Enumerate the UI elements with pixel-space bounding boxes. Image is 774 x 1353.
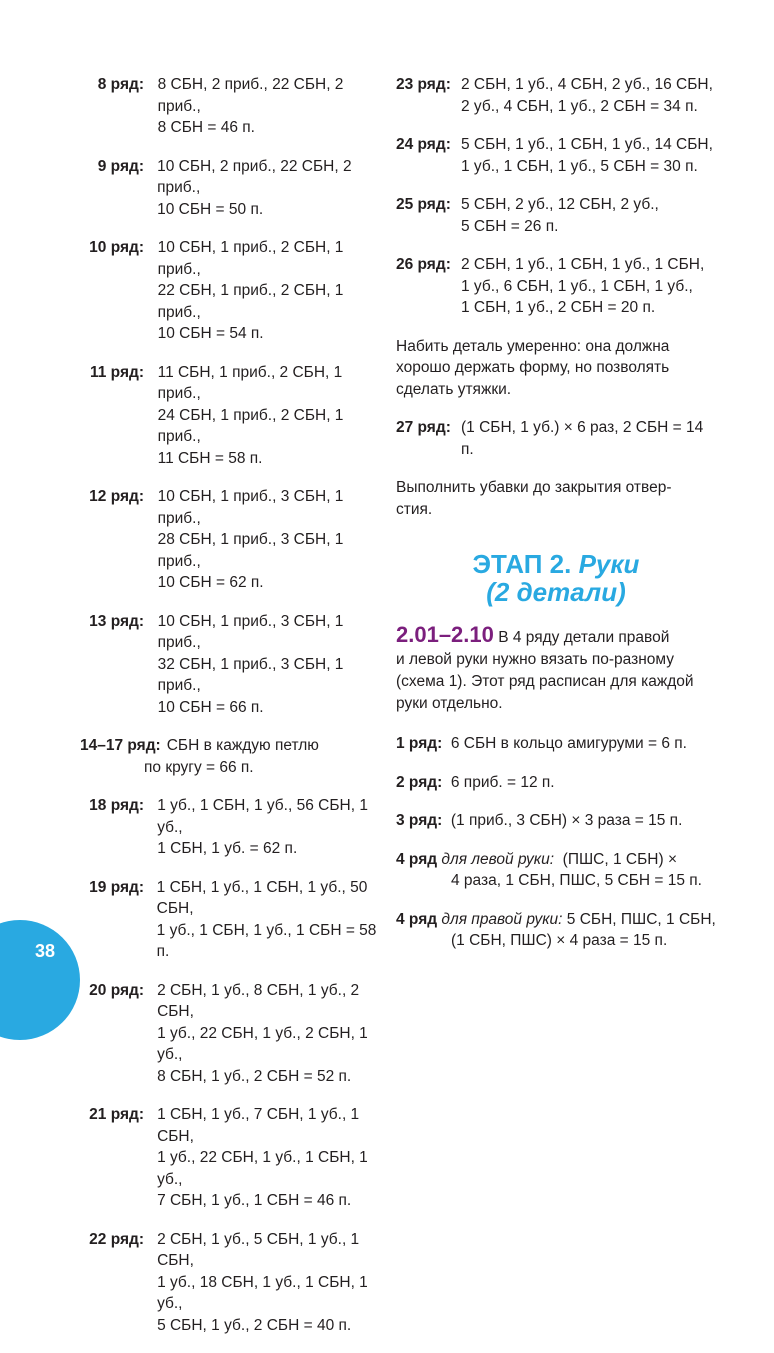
note-line: стия. [396,500,433,518]
row-text: 6 приб. = 12 п. [450,773,555,791]
arm-row-4-left [396,849,716,892]
row-text: 5 СБН, 1 уб., 2 СБН = 40 п. [157,1316,352,1334]
right-column [396,74,716,969]
row-label: 27 ряд: [396,419,451,436]
row-text: 1 уб., 6 СБН, 1 уб., 1 СБН, 1 уб., [461,277,693,295]
row-27 [396,417,716,460]
row-text: 10 СБН, 1 приб., 2 СБН, 1 приб., [157,239,344,278]
row-text: по кругу = 66 п. [144,758,254,776]
row-text: (1 СБН, 1 уб.) × 6 раз, 2 СБН = 14 п. [461,419,704,458]
row-text: 5 СБН, 1 уб., 1 СБН, 1 уб., 14 СБН, [461,136,713,153]
stage-subtitle: (2 детали) [486,577,626,607]
row-label: 1 ряд: [396,735,443,752]
row-text: 5 СБН = 26 п. [461,217,559,235]
row-label: 12 ряд: [89,488,144,505]
row-text: СБН в каждую петлю [166,737,319,754]
row-24 [396,134,716,177]
row-text: 10 СБН, 1 приб., 3 СБН, 1 приб., [157,612,344,651]
page-number: 38 [35,941,56,961]
row-text: 11 СБН = 58 п. [157,449,263,467]
row-label: 9 ряд: [97,157,144,175]
row-label: 26 ряд: [396,256,451,273]
row-label: 23 ряд: [396,76,451,93]
row-text: 4 раза, 1 СБН, ПШС, 5 СБН = 15 п. [451,872,702,889]
row-label: 25 ряд: [396,196,451,213]
row-19 [74,877,384,963]
row-text: 8 СБН = 46 п. [157,119,255,136]
row-text: 8 СБН, 1 уб., 2 СБН = 52 п. [157,1067,352,1085]
row-text: 8 СБН, 2 приб., 22 СБН, 2 приб., [157,76,344,115]
row-text: 5 СБН, 2 уб., 12 СБН, 2 уб., [461,196,659,213]
row-text: 7 СБН, 1 уб., 1 СБН = 46 п. [157,1192,352,1209]
row-text: 2 СБН, 1 уб., 4 СБН, 2 уб., 16 СБН, [461,76,713,93]
row-18 [74,795,384,860]
row-text: 10 СБН = 54 п. [157,325,264,342]
row-text: 2 СБН, 1 уб., 5 СБН, 1 уб., 1 СБН, [157,1230,360,1269]
row-label: 8 ряд: [97,76,144,93]
left-column [74,74,384,1353]
row-label: 10 ряд: [89,239,144,256]
arm-row-1 [396,733,716,755]
row-text: 2 СБН, 1 уб., 1 СБН, 1 уб., 1 СБН, [461,256,705,273]
row-text: 10 СБН = 62 п. [157,574,264,591]
row-11 [74,362,384,470]
arm-row-2 [396,772,716,794]
finish-note [396,477,716,520]
row-text: 24 СБН, 1 приб., 2 СБН, 1 приб., [157,406,344,445]
stage-name: Руки [578,549,640,579]
row-text: 10 СБН, 1 приб., 3 СБН, 1 приб., [157,488,344,527]
row-text: 10 СБН = 66 п. [157,698,264,716]
row-label: 4 ряд [396,910,438,928]
row-text: 1 уб., 18 СБН, 1 уб., 1 СБН, 1 уб., [157,1273,368,1312]
row-label: 19 ряд: [89,878,144,896]
row-14-17 [74,735,384,778]
row-text: (1 приб., 3 СБН) × 3 раза = 15 п. [450,812,683,829]
row-23 [396,74,716,117]
row-12 [74,486,384,594]
row-text: (1 СБН, ПШС) × 4 раза = 15 п. [451,932,668,949]
step-text: В 4 ряду детали правой [498,629,670,646]
row-text: 28 СБН, 1 приб., 3 СБН, 1 приб., [157,531,344,570]
row-text: 22 СБН, 1 приб., 2 СБН, 1 приб., [157,282,344,321]
row-label: 13 ряд: [89,612,144,630]
step-text: и левой руки нужно вязать по-разному [396,651,674,668]
row-text: 1 уб., 22 СБН, 1 уб., 2 СБН, 1 уб., [157,1024,368,1063]
row-label: 21 ряд: [89,1106,144,1123]
row-10 [74,237,384,345]
arm-row-4-right [396,909,716,952]
row-label: 3 ряд: [396,812,443,829]
row-text: 6 СБН в кольцо амигуруми = 6 п. [450,735,687,752]
row-text: 1 уб., 1 СБН, 1 уб., 56 СБН, 1 уб., [157,797,368,836]
page-number-badge [0,920,80,1040]
row-side: для правой руки: [441,910,563,928]
row-9 [74,156,384,221]
row-text: 1 СБН, 1 уб. = 62 п. [157,840,298,857]
row-text: 10 СБН = 50 п. [157,200,264,218]
row-text: 11 СБН, 1 приб., 2 СБН, 1 приб., [157,363,343,402]
note-line: Набить деталь умеренно: она должна [396,337,670,355]
row-25 [396,194,716,237]
row-label: 20 ряд: [89,981,144,999]
row-text: 1 уб., 22 СБН, 1 уб., 1 СБН, 1 уб., [157,1149,368,1188]
row-label: 2 ряд: [396,773,443,791]
row-text: 32 СБН, 1 приб., 3 СБН, 1 приб., [157,655,344,694]
row-text: 5 СБН, ПШС, 1 СБН, [566,910,716,928]
row-text: 1 уб., 1 СБН, 1 уб., 5 СБН = 30 п. [461,157,698,175]
stage-title [396,550,716,606]
row-label: 18 ряд: [89,797,144,814]
row-20 [74,980,384,1088]
stuffing-note [396,336,716,401]
row-text: 1 СБН, 1 уб., 2 СБН = 20 п. [461,299,656,316]
step-intro [396,624,716,715]
row-side: для левой руки: [441,850,555,868]
row-text: 1 СБН, 1 уб., 7 СБН, 1 уб., 1 СБН, [157,1106,360,1145]
step-number: 2.01–2.10 [396,622,494,647]
note-line: Выполнить убавки до закрытия отвер- [396,479,672,496]
note-line: хорошо держать форму, но позволять [396,359,670,376]
row-label: 24 ряд: [396,136,451,153]
arm-row-3 [396,810,716,832]
row-label: 14–17 ряд: [80,737,161,754]
row-text: 2 СБН, 1 уб., 8 СБН, 1 уб., 2 СБН, [157,981,360,1020]
row-13 [74,611,384,719]
stage-prefix: ЭТАП 2. [472,549,572,579]
row-26 [396,254,716,319]
row-text: 1 уб., 1 СБН, 1 уб., 1 СБН = 58 п. [156,921,377,960]
row-22 [74,1229,384,1337]
row-text: 10 СБН, 2 приб., 22 СБН, 2 приб., [157,157,352,196]
row-text: 2 уб., 4 СБН, 1 уб., 2 СБН = 34 п. [461,97,698,115]
row-text: 1 СБН, 1 уб., 1 СБН, 1 уб., 50 СБН, [156,878,368,917]
note-line: сделать утяжки. [396,380,512,398]
row-label: 22 ряд: [89,1230,144,1248]
row-8 [74,74,384,139]
row-label: 11 ряд: [89,363,144,381]
row-21 [74,1104,384,1212]
step-text: руки отдельно. [396,695,503,712]
row-text: (ПШС, 1 СБН) × [562,850,677,868]
step-text: (схема 1). Этот ряд расписан для каждой [396,673,694,690]
row-label: 4 ряд [396,850,438,868]
